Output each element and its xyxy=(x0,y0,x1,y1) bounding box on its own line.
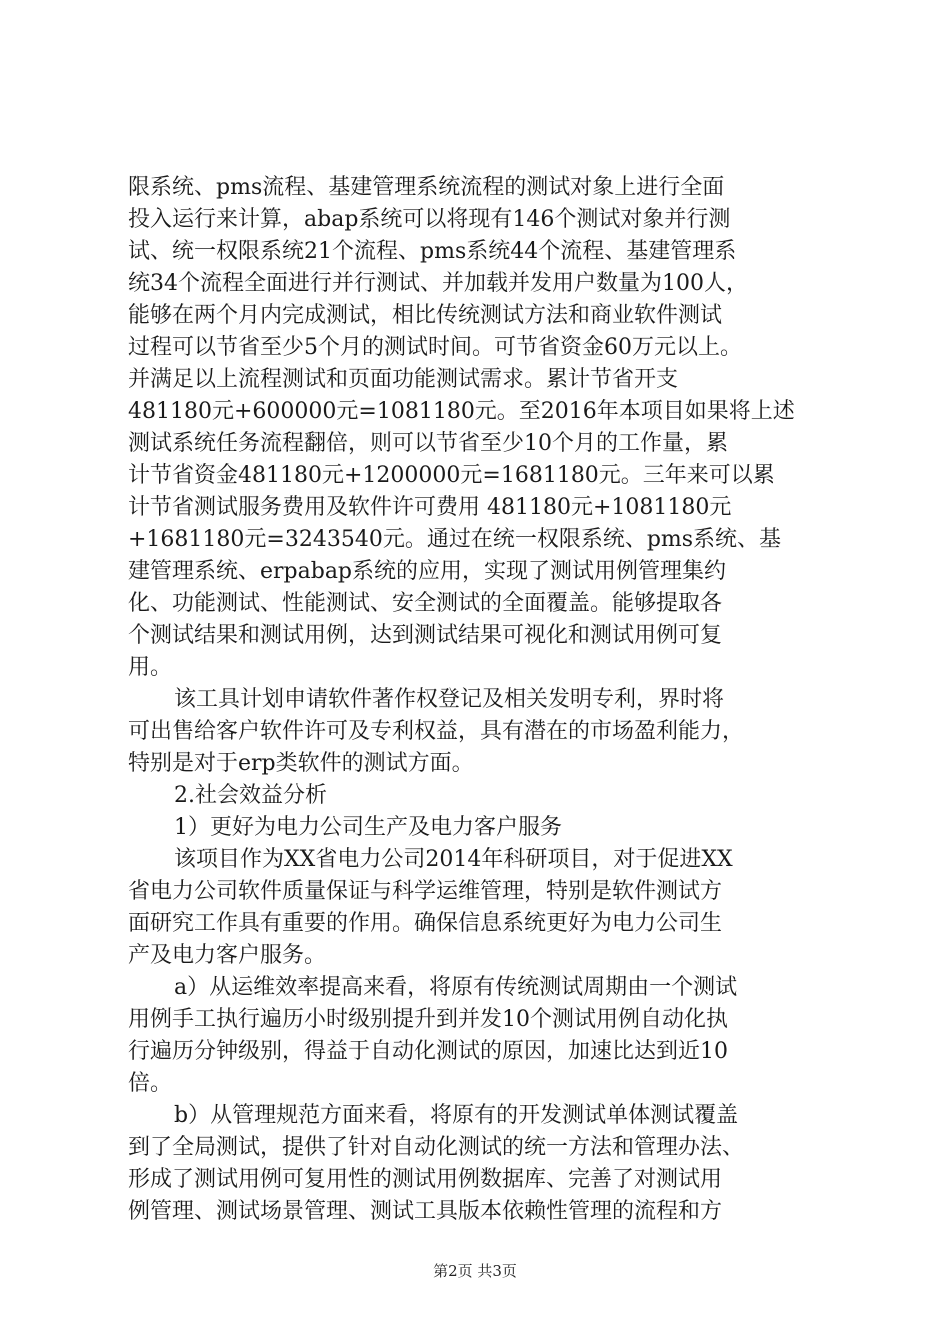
text-line: +1681180元=3243540元。通过在统一权限系统、pms系统、基 xyxy=(128,527,782,552)
body-text xyxy=(128,172,844,1228)
text-line: 建管理系统、erpabap系统的应用，实现了测试用例管理集约 xyxy=(128,559,727,584)
text-line: b）从管理规范方面来看，将原有的开发测试单体测试覆盖 xyxy=(174,1103,739,1128)
text-line: 计节省资金481180元+1200000元=1681180元。三年来可以累 xyxy=(128,463,775,488)
text-line: 用。 xyxy=(128,655,173,680)
text-line: 能够在两个月内完成测试，相比传统测试方法和商业软件测试 xyxy=(128,303,723,328)
text-line: 统34个流程全面进行并行测试、并加载并发用户数量为100人， xyxy=(128,271,748,296)
text-line: 481180元+600000元=1081180元。至2016年本项目如果将上述 xyxy=(128,399,795,424)
text-line: 到了全局测试，提供了针对自动化测试的统一方法和管理办法、 xyxy=(128,1135,745,1160)
text-line: 特别是对于erp类软件的测试方面。 xyxy=(128,751,474,776)
text-line: 例管理、测试场景管理、测试工具版本依赖性管理的流程和方 xyxy=(128,1199,723,1224)
text-line: 个测试结果和测试用例，达到测试结果可视化和测试用例可复 xyxy=(128,623,723,648)
text-line: 计节省测试服务费用及软件许可费用 481180元+1081180元 xyxy=(128,495,732,520)
text-line: 2.社会效益分析 xyxy=(174,783,327,808)
text-line: 形成了测试用例可复用性的测试用例数据库、完善了对测试用 xyxy=(128,1167,723,1192)
text-line: 面研究工作具有重要的作用。确保信息系统更好为电力公司生 xyxy=(128,911,723,936)
text-line: 1）更好为电力公司生产及电力客户服务 xyxy=(174,815,562,840)
text-line: 倍。 xyxy=(128,1071,173,1096)
text-line: 产及电力客户服务。 xyxy=(128,943,327,968)
text-line: 过程可以节省至少5个月的测试时间。可节省资金60万元以上。 xyxy=(128,335,742,360)
text-line: 测试系统任务流程翻倍，则可以节省至少10个月的工作量，累 xyxy=(128,431,728,456)
text-line: 可出售给客户软件许可及专利权益，具有潜在的市场盈利能力， xyxy=(128,719,745,744)
page-footer: 第2页 共3页 xyxy=(433,1262,517,1280)
text-line: 化、功能测试、性能测试、安全测试的全面覆盖。能够提取各 xyxy=(128,591,723,616)
text-line: 限系统、pms流程、基建管理系统流程的测试对象上进行全面 xyxy=(128,175,725,200)
text-line: 该项目作为XX省电力公司2014年科研项目，对于促进XX xyxy=(174,847,733,872)
text-line: 试、统一权限系统21个流程、pms系统44个流程、基建管理系 xyxy=(128,239,737,264)
text-line: a）从运维效率提高来看，将原有传统测试周期由一个测试 xyxy=(174,975,738,1000)
text-line: 行遍历分钟级别，得益于自动化测试的原因，加速比达到近10 xyxy=(128,1039,728,1064)
text-line: 省电力公司软件质量保证与科学运维管理，特别是软件测试方 xyxy=(128,879,723,904)
text-line: 并满足以上流程测试和页面功能测试需求。累计节省开支 xyxy=(128,367,679,392)
text-line: 用例手工执行遍历小时级别提升到并发10个测试用例自动化执 xyxy=(128,1007,728,1032)
text-line: 投入运行来计算，abap系统可以将现有146个测试对象并行测 xyxy=(128,207,731,232)
text-line: 该工具计划申请软件著作权登记及相关发明专利，界时将 xyxy=(174,687,725,712)
